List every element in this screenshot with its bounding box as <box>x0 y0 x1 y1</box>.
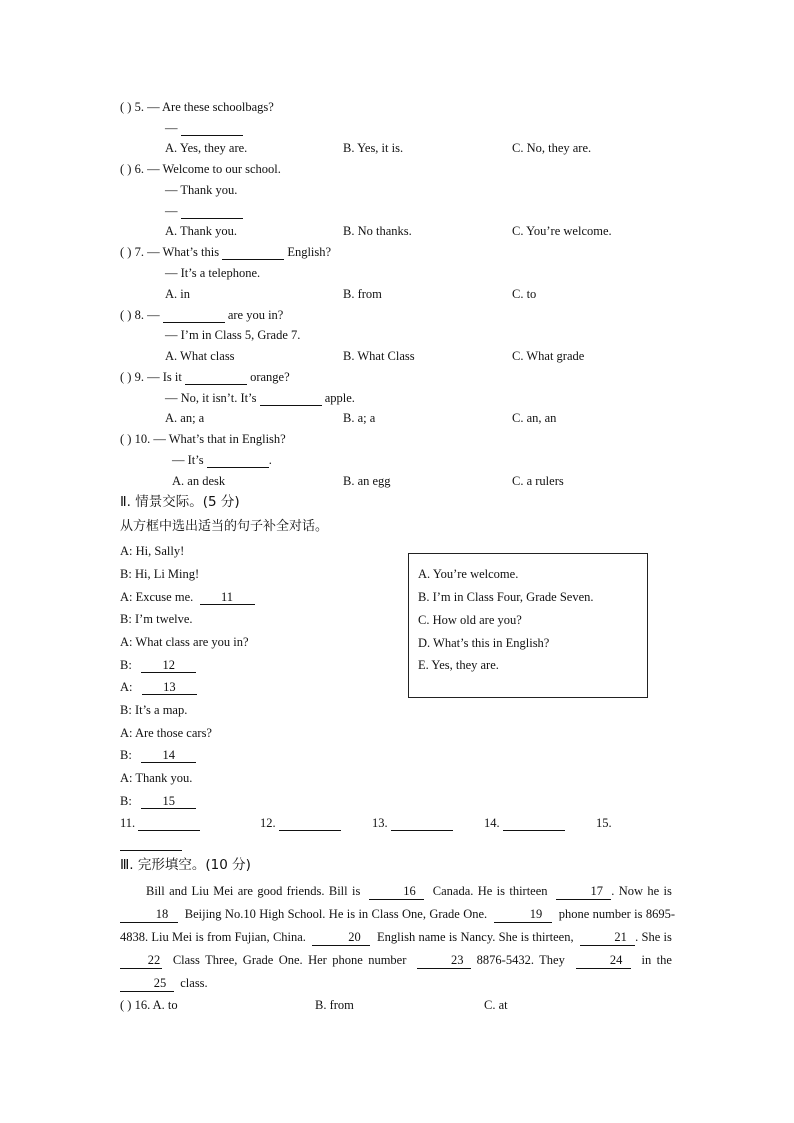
question-5-answer-line: — <box>165 120 243 136</box>
answer-blank[interactable] <box>222 245 284 260</box>
answer-11: 11. <box>120 815 200 831</box>
question-8-answer: — I’m in Class 5, Grade 7. <box>165 328 301 342</box>
answer-15: 15. <box>596 816 612 830</box>
option-b: B. an egg <box>343 474 391 488</box>
question-7-answer: — It’s a telephone. <box>165 266 261 280</box>
blank-15[interactable]: 15 <box>141 794 196 809</box>
option-c: C. an, an <box>512 411 557 425</box>
option-c: C. What grade <box>512 349 585 363</box>
answer-blank[interactable] <box>163 308 225 323</box>
dialog-line: B: 12 <box>120 657 196 673</box>
dialog-line: B: It’s a map. <box>120 703 188 717</box>
answer-paren[interactable]: ( ) <box>120 162 132 176</box>
option-c: C. You’re welcome. <box>512 224 612 238</box>
question-9-answer: — No, it isn’t. It’s apple. <box>165 391 355 405</box>
option-c: C. at <box>484 998 508 1012</box>
option-b: B. a; a <box>343 411 376 425</box>
option-a: A. in <box>165 287 190 301</box>
answer-14: 14. <box>484 815 565 831</box>
box-option-d: D. What’s this in English? <box>418 636 550 650</box>
cloze-passage: Bill and Liu Mei are good friends. Bill is 16 Canada. He is thirteen 17 . Now he is 18 Beijing No.10 High School. He is in Class One, Grade One. 19 phone number is 8695-4838. Liu Mei is from Fujian, China. 20 English name is Nancy. She is thirteen, 21 . She is 22 Class Three, Grade One. Her phone number 23 8876-5432. They 24 in the 25 class. <box>120 884 676 990</box>
section-2-instruction: 从方框中选出适当的句子补全对话。 <box>120 519 329 534</box>
question-8: ( ) 8. — are you in? <box>120 308 284 322</box>
box-option-e: E. Yes, they are. <box>418 658 499 672</box>
answer-blank[interactable] <box>207 453 269 468</box>
dialog-line: A: Are those cars? <box>120 726 212 740</box>
answer-paren[interactable]: ( ) <box>120 998 132 1012</box>
option-b: B. What Class <box>343 349 415 363</box>
answer-blank[interactable] <box>181 204 243 219</box>
question-7: ( ) 7. — What’s this English? <box>120 245 332 259</box>
blank-24[interactable]: 24 <box>576 953 631 969</box>
question-6: ( ) 6. — Welcome to our school. <box>120 162 281 176</box>
option-a: A. an; a <box>165 411 205 425</box>
answer-blank[interactable] <box>181 121 243 136</box>
dialog-line: A: Hi, Sally! <box>120 544 185 558</box>
answer-paren[interactable]: ( ) <box>120 370 132 384</box>
answer-paren[interactable]: ( ) <box>120 308 132 322</box>
question-9: ( ) 9. — Is it orange? <box>120 370 290 384</box>
answer-blank[interactable] <box>120 836 182 851</box>
blank-11[interactable]: 11 <box>200 590 255 605</box>
section-3-title: Ⅲ. 完形填空。(10 分) <box>120 857 251 873</box>
blank-23[interactable]: 23 <box>417 953 471 969</box>
option-a: A. an desk <box>172 474 226 488</box>
option-b: B. No thanks. <box>343 224 412 238</box>
question-10-answer: — It’s . <box>172 453 272 467</box>
options-box <box>408 553 648 698</box>
question-5: ( ) 5. — Are these schoolbags? <box>120 100 274 114</box>
answer-blank[interactable] <box>279 816 341 831</box>
option-c: C. No, they are. <box>512 141 592 155</box>
blank-22[interactable]: 22 <box>120 953 162 969</box>
dialog-line: B: 15 <box>120 793 196 809</box>
option-b: B. from <box>315 998 354 1012</box>
dialog-line: A: Thank you. <box>120 771 193 785</box>
box-option-a: A. You’re welcome. <box>418 567 519 581</box>
blank-14[interactable]: 14 <box>141 748 196 763</box>
box-option-b: B. I’m in Class Four, Grade Seven. <box>418 590 594 604</box>
dialog-line: A: What class are you in? <box>120 635 249 649</box>
answer-blank[interactable] <box>185 370 247 385</box>
option-c: C. a rulers <box>512 474 564 488</box>
answer-blank[interactable] <box>138 816 200 831</box>
option-a: A. Thank you. <box>165 224 237 238</box>
dialog-line: B: I’m twelve. <box>120 612 193 626</box>
dialog-line: B: Hi, Li Ming! <box>120 567 200 581</box>
answer-15-blank <box>120 835 182 851</box>
blank-17[interactable]: 17 <box>556 884 611 900</box>
question-16: ( ) 16. A. to <box>120 998 178 1012</box>
box-option-c: C. How old are you? <box>418 613 522 627</box>
blank-20[interactable]: 20 <box>312 930 370 946</box>
answer-blank[interactable] <box>391 816 453 831</box>
answer-blank[interactable] <box>503 816 565 831</box>
option-c: C. to <box>512 287 537 301</box>
blank-18[interactable]: 18 <box>120 907 178 923</box>
question-6-line-2: — Thank you. <box>165 183 238 197</box>
answer-paren[interactable]: ( ) <box>120 245 132 259</box>
blank-12[interactable]: 12 <box>141 658 196 673</box>
question-10: ( ) 10. — What’s that in English? <box>120 432 286 446</box>
blank-19[interactable]: 19 <box>494 907 552 923</box>
answer-12: 12. <box>260 815 341 831</box>
blank-16[interactable]: 16 <box>369 884 424 900</box>
option-b: B. Yes, it is. <box>343 141 404 155</box>
dialog-line: A: 13 <box>120 679 197 695</box>
option-a: A. What class <box>165 349 235 363</box>
dialog-line: B: 14 <box>120 747 196 763</box>
blank-21[interactable]: 21 <box>580 930 635 946</box>
blank-25[interactable]: 25 <box>120 976 174 992</box>
option-b: B. from <box>343 287 382 301</box>
answer-paren[interactable]: ( ) <box>120 100 132 114</box>
option-a: A. Yes, they are. <box>165 141 248 155</box>
answer-blank[interactable] <box>260 391 322 406</box>
answer-paren[interactable]: ( ) <box>120 432 132 446</box>
dialog-line: A: Excuse me. 11 <box>120 589 255 605</box>
question-6-answer-line: — <box>165 203 243 219</box>
section-2-title: Ⅱ. 情景交际。(5 分) <box>120 494 240 510</box>
blank-13[interactable]: 13 <box>142 680 197 695</box>
answer-13: 13. <box>372 815 453 831</box>
